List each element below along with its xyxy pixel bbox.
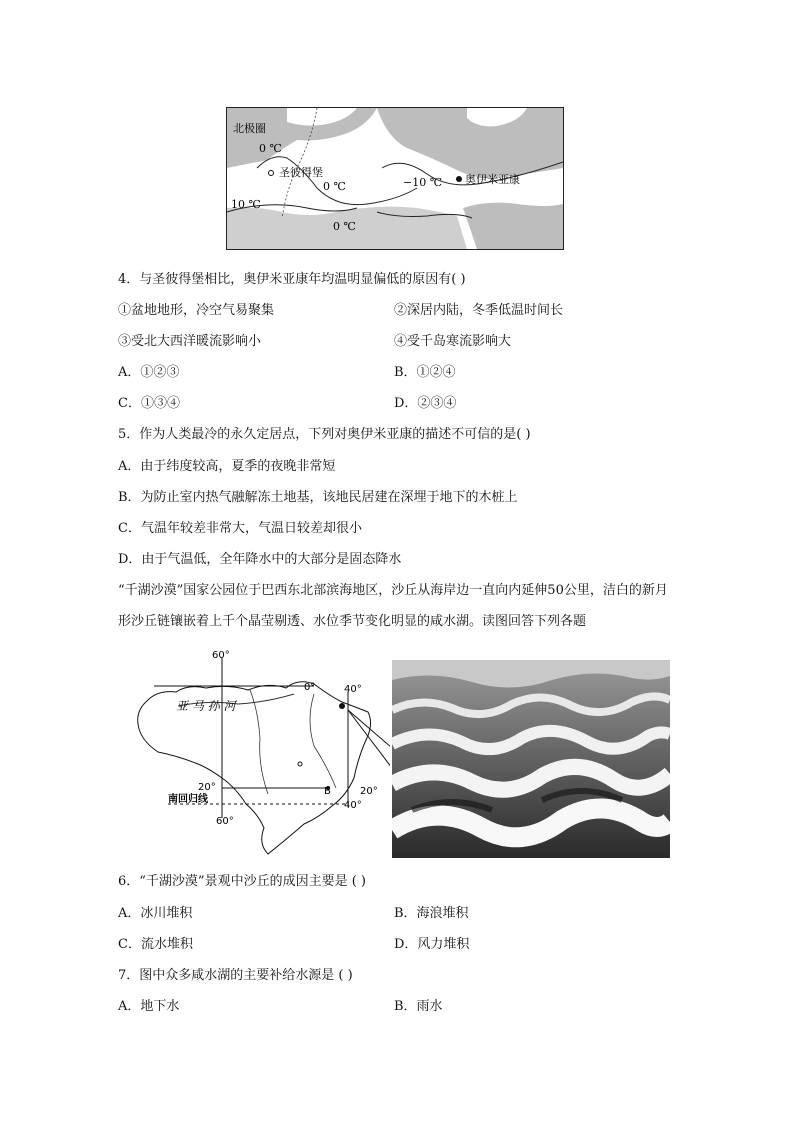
label-oym: 奥伊米亚康 (465, 173, 520, 186)
sand-dune-photo (392, 660, 670, 858)
label-lon40-bottom: 40° (344, 800, 362, 811)
label-lon60-top: 60° (212, 650, 230, 661)
q4-statement-3: ③受北大西洋暖流影响小 (118, 334, 262, 349)
label-iso-0a: 0 ℃ (259, 142, 282, 155)
q4-option-a[interactable]: A．①②③ (118, 365, 180, 380)
q5-option-d[interactable]: D．由于气温低，全年降水中的大部分是固态降水 (118, 552, 402, 567)
oym-marker (456, 176, 462, 182)
reading-passage: “千湖沙漠”国家公园位于巴西东北部滨海地区，沙丘从海岸边一直向内延伸50公里，洁白的新月形沙丘链镶嵌着上千个晶莹剔透、水位季节变化明显的咸水湖。读图回答下列各题 (118, 583, 668, 629)
brazil-map (118, 648, 390, 858)
q6-stem: 6．“千湖沙漠”景观中沙丘的成因主要是 ( ) (118, 874, 366, 889)
q6-option-b[interactable]: B．海浪堆积 (394, 906, 469, 921)
q5-option-c[interactable]: C．气温年较差非常大，气温日较差却很小 (118, 521, 362, 536)
label-lat20-right: 20° (360, 786, 378, 797)
q4-statement-1: ①盆地地形，冷空气易聚集 (118, 303, 275, 318)
label-tropic: 南回归线 (168, 794, 208, 805)
label-lon40-top: 40° (344, 684, 362, 695)
label-lat0: 0° (304, 682, 316, 693)
label-lat20-left: 20° (198, 782, 216, 793)
q4-statement-2: ②深居内陆，冬季低温时间长 (394, 303, 564, 318)
q7-option-a[interactable]: A．地下水 (118, 999, 180, 1014)
q6-option-a[interactable]: A．冰川堆积 (118, 906, 193, 921)
q4-option-b[interactable]: B．①②④ (394, 365, 456, 380)
label-amazon: 亚 马 孙 河 (176, 699, 236, 713)
label-iso-10: 10 ℃ (231, 198, 261, 211)
q4-stem: 4．与圣彼得堡相比，奥伊米亚康年均温明显偏低的原因有( ) (118, 272, 466, 287)
siberia-map-svg (227, 108, 563, 249)
label-iso-minus10: −10 ℃ (403, 176, 443, 189)
label-stp: 圣彼得堡 (279, 166, 323, 179)
q6-option-c[interactable]: C．流水堆积 (118, 937, 193, 952)
q4-statement-4: ④受千岛寒流影响大 (394, 334, 512, 349)
brazil-map-svg (118, 648, 390, 858)
q7-stem: 7．图中众多咸水湖的主要补给水源是 ( ) (118, 968, 353, 983)
q7-option-b[interactable]: B．雨水 (394, 999, 443, 1014)
q5-stem: 5．作为人类最冷的永久定居点，下列对奥伊米亚康的描述不可信的是( ) (118, 427, 531, 442)
sand-dune-svg (392, 660, 670, 858)
q5-option-b[interactable]: B．为防止室内热气融解冻土地基，该地民居建在深埋于地下的木桩上 (118, 490, 518, 505)
stp-marker (269, 171, 274, 176)
q4-option-d[interactable]: D．②③④ (394, 396, 457, 411)
q4-option-c[interactable]: C．①③④ (118, 396, 180, 411)
label-iso-0b: 0 ℃ (323, 180, 346, 193)
pacific-shade (463, 203, 563, 249)
label-arctic-circle: 北极圈 (233, 122, 266, 135)
q6-option-d[interactable]: D．风力堆积 (394, 937, 470, 952)
label-lon60-bottom: 60° (216, 816, 234, 827)
q5-option-a[interactable]: A．由于纬度较高，夏季的夜晚非常短 (118, 459, 336, 474)
label-point-b: B (324, 786, 331, 797)
brazil-outline (138, 682, 371, 854)
thousand-lakes-marker (339, 703, 345, 709)
siberia-isotherm-map (226, 107, 564, 250)
label-iso-0c: 0 ℃ (333, 220, 356, 233)
